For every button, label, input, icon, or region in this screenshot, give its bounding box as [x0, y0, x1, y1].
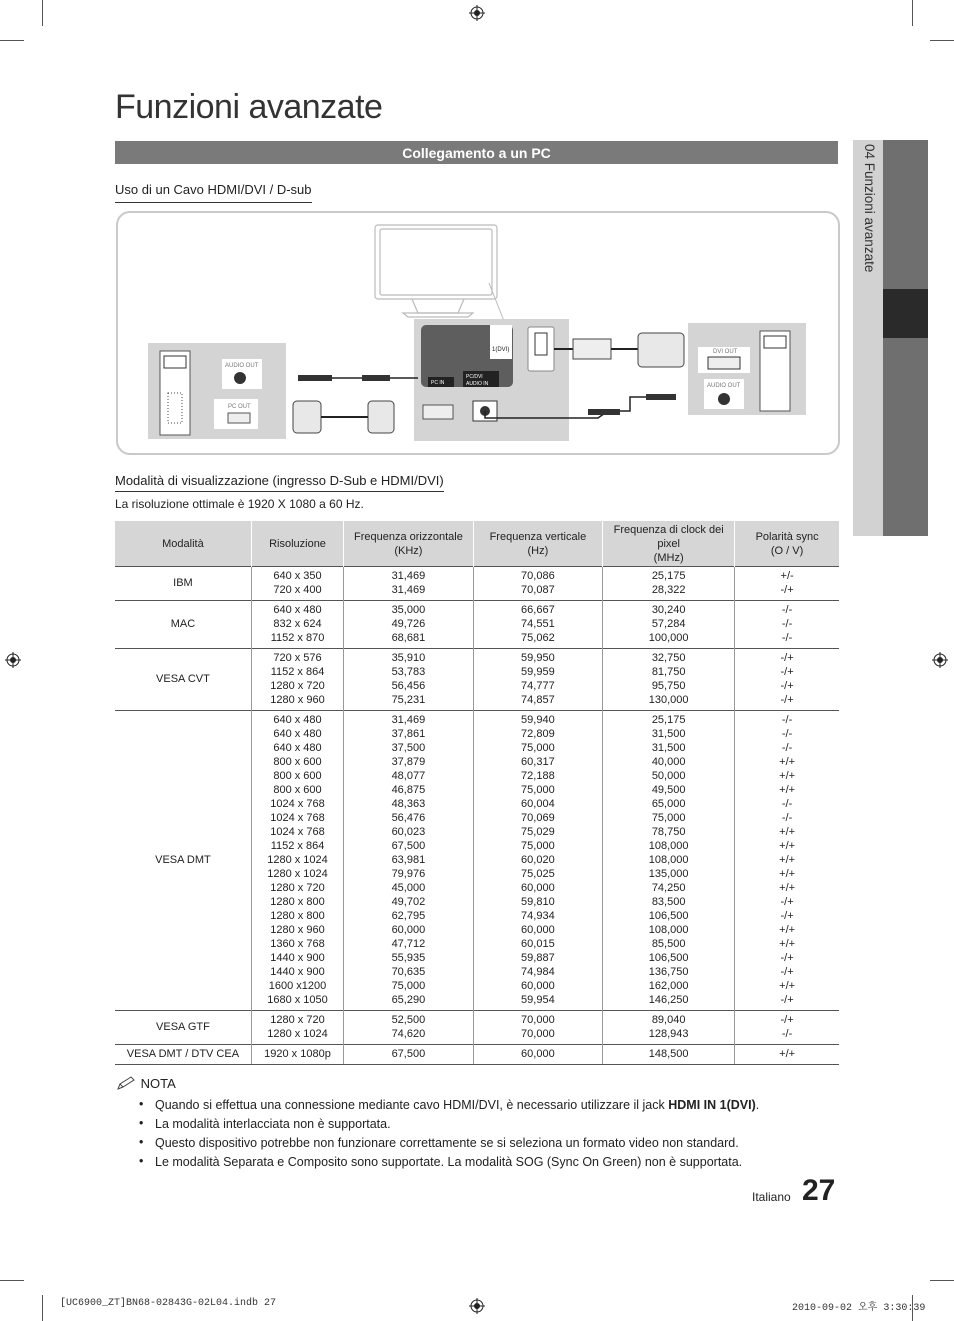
horizontal-frequency-cell [344, 601, 474, 649]
cell-value: +/+ [779, 840, 796, 852]
crop-mark [930, 1280, 954, 1281]
cell-value: 640 x 480 [273, 604, 322, 616]
cell-value: -/+ [780, 584, 794, 596]
cell-value: +/- [780, 570, 794, 582]
cell-value: 1920 x 1080p [264, 1048, 331, 1060]
pixel-clock-cell [603, 1011, 735, 1045]
cell-value: 800 x 600 [273, 756, 322, 768]
cell-value: 74,777 [521, 680, 555, 692]
cell-value: +/+ [779, 924, 796, 936]
cell-value: 640 x 350 [273, 570, 322, 582]
cell-value: 1280 x 720 [270, 1014, 325, 1026]
side-tab-marker [883, 289, 928, 338]
dvi-out-label: DVI OUT [713, 349, 738, 355]
cell-value: 1600 x1200 [268, 980, 327, 992]
cell-value: 146,250 [648, 994, 689, 1006]
column-header: Risoluzione [251, 521, 343, 567]
cell-value: 28,322 [651, 584, 686, 596]
cell-value: 50,000 [651, 770, 686, 782]
vertical-frequency-cell [473, 1045, 602, 1065]
cell-value: 106,500 [648, 910, 689, 922]
cell-value: 48,077 [391, 770, 426, 782]
cell-value: -/+ [780, 694, 794, 706]
sync-polarity-cell [735, 649, 839, 711]
cell-value: 60,000 [521, 980, 555, 992]
column-header: Modalità [115, 521, 251, 567]
resolution-cell [251, 1045, 343, 1065]
cell-value: 75,000 [521, 840, 555, 852]
table-row [115, 1011, 839, 1045]
vertical-frequency-cell [473, 649, 602, 711]
cell-value: 25,175 [651, 570, 686, 582]
cell-value: 75,025 [521, 868, 555, 880]
cell-value: -/+ [780, 952, 794, 964]
optimal-resolution-note: La risoluzione ottimale è 1920 X 1080 a 60 Hz. [115, 497, 364, 511]
cell-value: 31,469 [391, 714, 426, 726]
pc-in-label: PC IN [431, 380, 445, 386]
cell-value: 60,000 [521, 882, 555, 894]
tv-outline-icon [375, 225, 497, 317]
sync-polarity-cell [735, 601, 839, 649]
cell-value: 37,861 [391, 728, 426, 740]
cell-value: -/- [781, 618, 793, 630]
cell-value: +/+ [779, 938, 796, 950]
cell-value: -/+ [780, 680, 794, 692]
cell-value: 832 x 624 [273, 618, 322, 630]
cell-value: 1024 x 768 [270, 826, 325, 838]
column-header: Polarità sync (O / V) [735, 521, 839, 567]
dsub-cable-left-icon [293, 401, 394, 433]
cell-value: 60,004 [521, 798, 555, 810]
side-tab-dark [883, 140, 928, 536]
pc-out-label: PC OUT [228, 404, 251, 410]
cell-value: 81,750 [651, 666, 686, 678]
cell-value: 49,500 [651, 784, 686, 796]
cell-value: +/+ [779, 1048, 796, 1060]
cell-value: 1360 x 768 [270, 938, 325, 950]
cell-value: 62,795 [391, 910, 426, 922]
cell-value: 74,250 [651, 882, 686, 894]
cell-value: 1152 x 864 [270, 666, 325, 678]
cell-value: 59,954 [521, 994, 555, 1006]
cell-value: 45,000 [391, 882, 426, 894]
horizontal-frequency-cell [344, 1045, 474, 1065]
cell-value: 106,500 [648, 952, 689, 964]
pc-dvi-label: PC/DVI [466, 374, 483, 380]
cell-value: 65,000 [651, 798, 686, 810]
mode-cell: MAC [115, 601, 251, 649]
cell-value: 31,500 [651, 728, 686, 740]
cell-value: 55,935 [391, 952, 426, 964]
cell-value: 74,620 [391, 1028, 426, 1040]
cell-value: 162,000 [648, 980, 689, 992]
cell-value: 75,000 [521, 742, 555, 754]
nota-title: NOTA [140, 1076, 176, 1091]
cell-value: 31,469 [391, 584, 426, 596]
cell-value: 800 x 600 [273, 784, 322, 796]
cell-value: 1440 x 900 [270, 966, 325, 978]
cell-value: -/- [781, 812, 793, 824]
cell-value: 75,000 [651, 812, 686, 824]
resolution-cell [251, 567, 343, 601]
cell-value: 59,950 [521, 652, 555, 664]
footer-date-info: 2010-09-02 오후 3:30:39 [792, 1303, 926, 1314]
audio-cable-left-icon [298, 375, 418, 381]
cell-value: -/+ [780, 966, 794, 978]
cell-value: 75,231 [391, 694, 426, 706]
column-header: Frequenza verticale (Hz) [473, 521, 602, 567]
cell-value: 108,000 [648, 854, 689, 866]
cell-value: 148,500 [648, 1048, 689, 1060]
cell-value: 135,000 [648, 868, 689, 880]
cell-value: 74,857 [521, 694, 555, 706]
cell-value: 1152 x 870 [270, 632, 325, 644]
horizontal-frequency-cell [344, 711, 474, 1011]
cell-value: 136,750 [648, 966, 689, 978]
cell-value: +/+ [779, 882, 796, 894]
cell-value: 65,290 [391, 994, 426, 1006]
cell-value: -/- [781, 632, 793, 644]
cell-value: 72,188 [521, 770, 555, 782]
cell-value: 60,000 [391, 924, 426, 936]
registration-mark-icon [932, 652, 948, 668]
pencil-note-icon [117, 1076, 137, 1090]
cell-value: 48,363 [391, 798, 426, 810]
cell-value: 1440 x 900 [270, 952, 325, 964]
footer-file-info: [UC6900_ZT]BN68-02843G-02L04.indb 27 [60, 1298, 277, 1309]
cell-value: 35,000 [391, 604, 426, 616]
cell-value: 53,783 [391, 666, 426, 678]
nota-heading [117, 1076, 176, 1091]
table-row [115, 567, 839, 601]
crop-mark [930, 40, 954, 41]
cell-value: -/- [781, 798, 793, 810]
cell-value: -/+ [780, 652, 794, 664]
cell-value: 67,500 [391, 1048, 426, 1060]
cell-value: 1280 x 800 [270, 910, 325, 922]
cell-value: +/+ [779, 770, 796, 782]
cell-value: +/+ [779, 854, 796, 866]
pixel-clock-cell [603, 1045, 735, 1065]
connection-diagram-illustration [118, 213, 838, 453]
cell-value: 108,000 [648, 840, 689, 852]
crop-mark [912, 0, 913, 26]
page-title: Funzioni avanzate [115, 88, 383, 126]
cell-value: -/- [781, 742, 793, 754]
cell-value: 79,976 [391, 868, 426, 880]
mode-cell: VESA DMT / DTV CEA [115, 1045, 251, 1065]
cell-value: 37,879 [391, 756, 426, 768]
cell-value: 70,086 [521, 570, 555, 582]
page-number: 27 [802, 1174, 836, 1207]
cell-value: 56,476 [391, 812, 426, 824]
cell-value: 60,317 [521, 756, 555, 768]
cell-value: 1280 x 1024 [267, 854, 328, 866]
cell-value: 85,500 [651, 938, 686, 950]
side-tab-label: 04 Funzioni avanzate [862, 144, 877, 273]
vertical-frequency-cell [473, 711, 602, 1011]
cell-value: 30,240 [651, 604, 686, 616]
nota-item: • Quando si effettua una connessione mediante cavo HDMI/DVI, è necessario utilizzare il jack HDMI IN 1(DVI). [139, 1096, 759, 1115]
mode-cell: VESA DMT [115, 711, 251, 1011]
cell-value: 25,175 [651, 714, 686, 726]
cell-value: 75,000 [391, 980, 426, 992]
cell-value: 63,981 [391, 854, 426, 866]
resolution-cell [251, 1011, 343, 1045]
cell-value: 83,500 [651, 896, 686, 908]
cell-value: 74,934 [521, 910, 555, 922]
mode-cell: VESA GTF [115, 1011, 251, 1045]
horizontal-frequency-cell [344, 1011, 474, 1045]
cell-value: -/- [781, 728, 793, 740]
cell-value: 70,087 [521, 584, 555, 596]
cell-value: -/- [781, 604, 793, 616]
cell-value: 74,551 [521, 618, 555, 630]
cell-value: 95,750 [651, 680, 686, 692]
cell-value: 1280 x 720 [270, 882, 325, 894]
cell-value: +/+ [779, 756, 796, 768]
mode-cell: VESA CVT [115, 649, 251, 711]
cell-value: 72,809 [521, 728, 555, 740]
cell-value: 70,069 [521, 812, 555, 824]
audio-out-label-left: AUDIO OUT [225, 363, 259, 369]
cell-value: -/+ [780, 1014, 794, 1026]
modes-heading: Modalità di visualizzazione (ingresso D-Sub e HDMI/DVI) [115, 473, 444, 492]
cell-value: -/+ [780, 994, 794, 1006]
cell-value: 1024 x 768 [270, 798, 325, 810]
resolution-cell [251, 711, 343, 1011]
cell-value: 52,500 [391, 1014, 426, 1026]
audio-in-label: AUDIO IN [466, 381, 489, 387]
mode-cell: IBM [115, 567, 251, 601]
cell-value: 59,940 [521, 714, 555, 726]
cell-value: 70,000 [521, 1014, 555, 1026]
section-title: Collegamento a un PC [115, 141, 838, 164]
cell-value: 75,000 [521, 784, 555, 796]
vertical-frequency-cell [473, 1011, 602, 1045]
cell-value: -/+ [780, 896, 794, 908]
cell-value: 89,040 [651, 1014, 686, 1026]
cell-value: 800 x 600 [273, 770, 322, 782]
cell-value: 1280 x 960 [270, 924, 325, 936]
cell-value: 46,875 [391, 784, 426, 796]
resolution-cell [251, 649, 343, 711]
column-header: Frequenza di clock dei pixel (MHz) [603, 521, 735, 567]
pixel-clock-cell [603, 567, 735, 601]
crop-mark [0, 40, 24, 41]
cell-value: +/+ [779, 826, 796, 838]
table-header-row [115, 521, 839, 567]
cell-value: 59,959 [521, 666, 555, 678]
cell-value: +/+ [779, 980, 796, 992]
cell-value: 57,284 [651, 618, 686, 630]
cell-value: 1680 x 1050 [267, 994, 328, 1006]
cell-value: 1024 x 768 [270, 812, 325, 824]
vertical-frequency-cell [473, 601, 602, 649]
nota-item: • La modalità interlacciata non è supportata. [139, 1115, 759, 1134]
horizontal-frequency-cell [344, 567, 474, 601]
column-header: Frequenza orizzontale (KHz) [344, 521, 474, 567]
registration-mark-icon [469, 5, 485, 21]
cell-value: 1152 x 864 [270, 840, 325, 852]
cell-value: 130,000 [648, 694, 689, 706]
cell-value: -/+ [780, 910, 794, 922]
cell-value: 49,702 [391, 896, 426, 908]
sync-polarity-cell [735, 1045, 839, 1065]
cell-value: 37,500 [391, 742, 426, 754]
crop-mark [42, 1295, 43, 1321]
cell-value: 56,456 [391, 680, 426, 692]
pixel-clock-cell [603, 649, 735, 711]
cell-value: 32,750 [651, 652, 686, 664]
table-body [115, 567, 839, 1065]
sync-polarity-cell [735, 1011, 839, 1045]
hdmi-dvi-label: 1(DVI) [492, 347, 510, 353]
registration-mark-icon [5, 652, 21, 668]
cell-value: 59,887 [521, 952, 555, 964]
cell-value: -/- [781, 1028, 793, 1040]
cell-value: 640 x 480 [273, 714, 322, 726]
display-modes-table [115, 521, 839, 1065]
cell-value: 1280 x 1024 [267, 868, 328, 880]
cell-value: 31,469 [391, 570, 426, 582]
cell-value: 1280 x 1024 [267, 1028, 328, 1040]
pixel-clock-cell [603, 601, 735, 649]
cell-value: 1280 x 720 [270, 680, 325, 692]
nota-item: • Le modalità Separata e Composito sono supportate. La modalità SOG (Sync On Green) non è supportata. [139, 1153, 759, 1172]
sync-polarity-cell [735, 567, 839, 601]
table-row [115, 1045, 839, 1065]
cell-value: 60,000 [521, 1048, 555, 1060]
cell-value: 100,000 [648, 632, 689, 644]
cell-value: 720 x 400 [273, 584, 322, 596]
cell-value: 70,000 [521, 1028, 555, 1040]
cell-value: 47,712 [391, 938, 426, 950]
subheading: Uso di un Cavo HDMI/DVI / D-sub [115, 182, 312, 203]
cell-value: +/+ [779, 868, 796, 880]
nota-list [139, 1096, 759, 1172]
cell-value: 60,020 [521, 854, 555, 866]
cell-value: 59,810 [521, 896, 555, 908]
pixel-clock-cell [603, 711, 735, 1011]
cell-value: -/+ [780, 666, 794, 678]
vertical-frequency-cell [473, 567, 602, 601]
cell-value: 60,000 [521, 924, 555, 936]
cell-value: 1280 x 800 [270, 896, 325, 908]
cell-value: 720 x 576 [273, 652, 322, 664]
connection-diagram [116, 211, 840, 455]
horizontal-frequency-cell [344, 649, 474, 711]
crop-mark [0, 1280, 24, 1281]
cell-value: 78,750 [651, 826, 686, 838]
cell-value: 640 x 480 [273, 742, 322, 754]
nota-item: • Questo dispositivo potrebbe non funzionare correttamente se si seleziona un formato video non standard. [139, 1134, 759, 1153]
cell-value: 31,500 [651, 742, 686, 754]
cell-value: 40,000 [651, 756, 686, 768]
cell-value: 35,910 [391, 652, 426, 664]
cell-value: 67,500 [391, 840, 426, 852]
cell-value: 108,000 [648, 924, 689, 936]
cell-value: 75,062 [521, 632, 555, 644]
cell-value: 128,943 [648, 1028, 689, 1040]
hdmi-dvi-cable-icon [554, 333, 684, 367]
cell-value: -/- [781, 714, 793, 726]
cell-value: 75,029 [521, 826, 555, 838]
cell-value: 1280 x 960 [270, 694, 325, 706]
table-row [115, 711, 839, 1011]
cell-value: 66,667 [521, 604, 555, 616]
cell-value: 70,635 [391, 966, 426, 978]
cell-value: 49,726 [391, 618, 426, 630]
table-row [115, 601, 839, 649]
audio-out-label-right: AUDIO OUT [707, 383, 741, 389]
table-row [115, 649, 839, 711]
resolution-cell [251, 601, 343, 649]
registration-mark-icon [469, 1298, 485, 1314]
cell-value: 640 x 480 [273, 728, 322, 740]
language-label: Italiano [752, 1190, 791, 1204]
cell-value: 60,023 [391, 826, 426, 838]
cell-value: 68,681 [391, 632, 426, 644]
nota-emphasis: HDMI IN 1(DVI) [668, 1098, 756, 1112]
cell-value: 60,015 [521, 938, 555, 950]
cell-value: 74,984 [521, 966, 555, 978]
crop-mark [42, 0, 43, 26]
sync-polarity-cell [735, 711, 839, 1011]
cell-value: +/+ [779, 784, 796, 796]
